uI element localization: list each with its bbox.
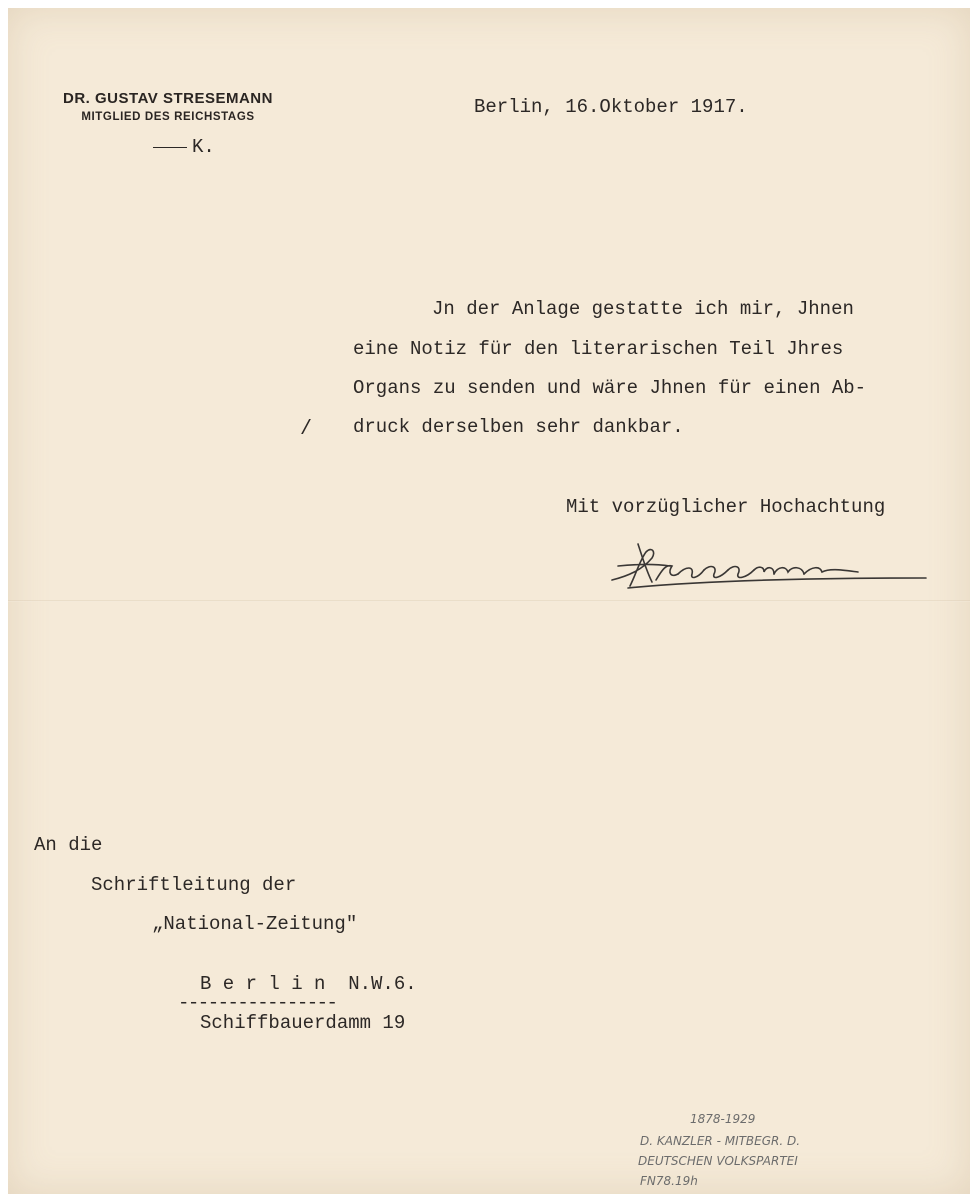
pencil-note-line-2: DEUTSCHEN VOLKSPARTEI [638,1154,798,1168]
pencil-note-line-1: D. KANZLER - MITBEGR. D. [640,1134,801,1148]
body-line-2: eine Notiz für den literarischen Teil Jhres [353,338,844,360]
closing-line: Mit vorzüglicher Hochachtung [566,496,886,518]
address-underline: ---------------- [178,992,337,1014]
body-line-4: druck derselben sehr dankbar. [353,416,684,438]
margin-mark: / [300,418,313,441]
address-line-3: „National-Zeitung" [152,913,358,935]
reference-dash [153,147,187,148]
date-line: Berlin, 16.Oktober 1917. [474,96,748,118]
pencil-note-years: 1878-1929 [690,1112,756,1126]
fold-line [8,600,970,602]
reference-mark: K. [192,136,215,158]
body-line-3: Organs zu senden und wäre Jhnen für einen Ab- [353,377,867,399]
letterhead-name: DR. GUSTAV STRESEMANN [63,90,273,107]
letter-sheet [8,8,970,1194]
address-line-1: An die [34,834,103,856]
pencil-note-line-3: FN78.19h [640,1174,698,1188]
letterhead-title: MITGLIED DES REICHSTAGS [81,111,255,123]
address-line-5: Schiffbauerdamm 19 [200,1012,406,1034]
handwritten-signature [608,536,938,596]
letterhead [48,90,288,123]
address-line-2: Schriftleitung der [91,874,297,896]
address-line-4: B e r l i n N.W.6. [200,973,417,995]
body-line-1: Jn der Anlage gestatte ich mir, Jhnen [432,298,854,320]
